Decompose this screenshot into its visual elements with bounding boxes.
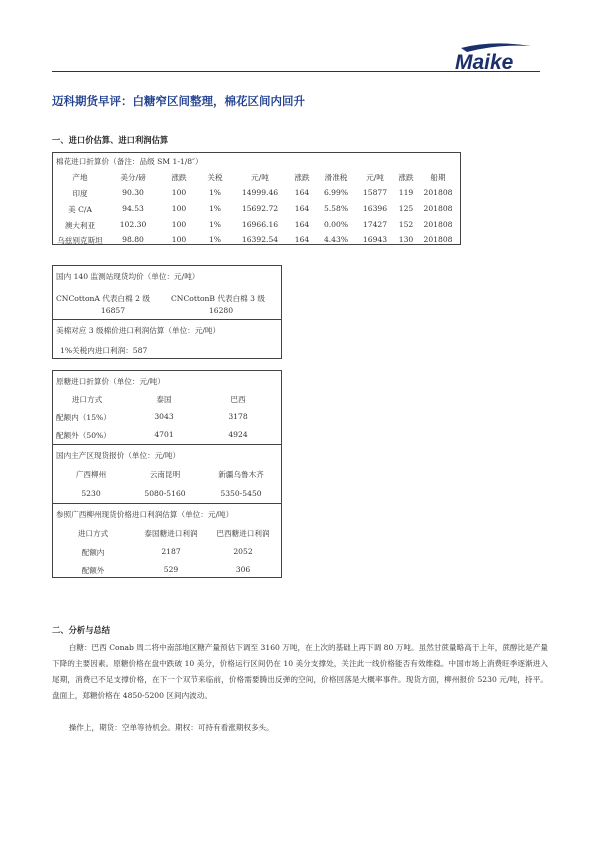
cotton-a-value: 16857	[100, 306, 126, 315]
table-cell: 14999.46	[241, 188, 279, 197]
table-title: 国内主产区现货报价（单位：元/吨）	[56, 451, 181, 460]
table-header: 云南昆明	[149, 470, 181, 479]
divider	[53, 503, 281, 504]
divider	[53, 444, 281, 445]
table-cell: 1%	[208, 235, 222, 244]
table-cell: 16392.54	[241, 235, 279, 244]
table-cell: 5350-5450	[220, 489, 262, 498]
section-heading-import: 一、进口价估算、进口利润估算	[52, 135, 169, 145]
table-header: 元/吨	[366, 173, 384, 182]
table-cell: 15692.72	[241, 204, 279, 213]
table-cell: 澳大利亚	[64, 221, 96, 230]
table-cell: 125	[398, 204, 414, 213]
table-cell: 配额内（15%）	[56, 413, 111, 422]
table-title: 参照广西柳州现货价格进口利润估算（单位：元/吨）	[56, 510, 234, 519]
table-cell: 6.99%	[323, 188, 349, 197]
table-cell: 美 C/A	[68, 205, 92, 214]
table-cell: 94.53	[122, 204, 144, 213]
table-title: 原糖进口折算价（单位：元/吨）	[56, 377, 165, 386]
table-cell: 130	[398, 235, 414, 244]
table-cell: 配额外	[81, 566, 105, 575]
table-cell: 配额外（50%）	[56, 431, 111, 440]
table-cell: 乌兹别克斯坦	[57, 236, 103, 245]
table-header: 广西柳州	[75, 470, 107, 479]
table-cell: 164	[294, 235, 310, 244]
table-cell: 4.43%	[323, 235, 349, 244]
profit-title: 美棉对应 3 级棉价进口利润估算（单位：元/吨）	[56, 326, 221, 335]
logo-text: Maike	[455, 51, 514, 74]
table-cell: 98.80	[122, 235, 144, 244]
table-cell: 16943	[362, 235, 388, 244]
table-cell: 1%	[208, 220, 222, 229]
header-rule	[52, 71, 540, 72]
table-cell: 5230	[81, 489, 101, 498]
table-header: 涨跌	[171, 173, 187, 182]
section-heading-analysis: 二、分析与总结	[52, 625, 111, 635]
table-header: 关税	[207, 173, 223, 182]
table-cell: 100	[171, 204, 187, 213]
table-cell: 90.30	[122, 188, 144, 197]
domestic-cotton-box	[52, 265, 282, 359]
table-cell: 5080-5160	[144, 489, 186, 498]
cotton-import-table	[52, 152, 461, 245]
table-cell: 15877	[362, 188, 388, 197]
table-cell: 201808	[423, 220, 453, 229]
table-cell: 2052	[233, 547, 253, 556]
operation-paragraph: 操作上，期货：空单等待机会。期权：可持有看涨期权多头。	[68, 723, 274, 732]
sugar-box	[52, 370, 282, 578]
table-cell: 17427	[362, 220, 388, 229]
page-title: 迈科期货早评：白糖窄区间整理，棉花区间内回升	[52, 94, 305, 108]
table-cell: 印度	[72, 189, 88, 198]
table-cell: 配额内	[81, 548, 105, 557]
table-cell: 0.00%	[323, 220, 349, 229]
profit-line: 1%关税内进口利润：587	[60, 346, 148, 355]
table-header: 产地	[72, 173, 88, 182]
table-cell: 100	[171, 188, 187, 197]
table-cell: 1%	[208, 188, 222, 197]
table-cell: 529	[163, 565, 179, 574]
table-cell: 100	[171, 235, 187, 244]
cotton-b-value: 16280	[208, 306, 234, 315]
table-header: 巴西	[230, 395, 246, 404]
table-header: 美分/磅	[120, 173, 146, 182]
table-cell: 3178	[228, 412, 248, 421]
table-cell: 16966.16	[241, 220, 279, 229]
table-cell: 164	[294, 188, 310, 197]
table-cell: 119	[398, 188, 414, 197]
table-header: 泰国	[156, 395, 172, 404]
table-cell: 152	[398, 220, 414, 229]
table-header: 涨跌	[294, 173, 310, 182]
table-header: 巴西糖进口利润	[216, 529, 270, 538]
table-header: 进口方式	[71, 395, 103, 404]
table-title: 国内 140 监测站现货均价（单位：元/吨）	[56, 272, 200, 281]
maike-logo	[453, 42, 535, 74]
analysis-paragraph: 白糖：巴西 Conab 周二将中南部地区糖产量预估下调至 3160 万吨，在上次的基础上再下调 80 万吨。虽然甘蔗量略高于上年，蔗醇比是产量下降的主要因素。原糖价格在盘中跌破 10 美分，价格运行区间仍在 10 美分支撑处，关注此一线价格能否有效维稳。中国市场上消费旺季逐渐进入尾期，消费已不足支撑价格，在下一个双节来临前，价格需要腾出反弹的空间，价格回落是大概率事件。现货方面，柳州报价 5230 元/吨，持平。盘面上，郑糖价格在 4850-5200 区间内波动。	[52, 643, 548, 700]
divider	[53, 319, 281, 320]
table-header: 滑准税	[324, 173, 348, 182]
table-cell: 201808	[423, 235, 453, 244]
table-cell: 102.30	[119, 220, 147, 229]
table-cell: 201808	[423, 204, 453, 213]
table-header: 进口方式	[77, 529, 109, 538]
table-header: 涨跌	[398, 173, 414, 182]
table-header: 新疆乌鲁木齐	[218, 470, 264, 479]
table-cell: 164	[294, 220, 310, 229]
cotton-a-label: CNCottonA 代表白棉 2 级	[56, 294, 150, 303]
table-header: 元/吨	[251, 173, 269, 182]
table-cell: 100	[171, 220, 187, 229]
table-cell: 1%	[208, 204, 222, 213]
table-cell: 4924	[228, 430, 248, 439]
table-header: 船期	[430, 173, 446, 182]
table-cell: 16396	[362, 204, 388, 213]
table-cell: 5.58%	[323, 204, 349, 213]
cotton-b-label: CNCottonB 代表白棉 3 级	[171, 294, 266, 303]
table-cell: 4701	[154, 430, 174, 439]
table-cell: 201808	[423, 188, 453, 197]
table-cell: 3043	[154, 412, 174, 421]
table-header: 泰国糖进口利润	[144, 529, 198, 538]
table-cell: 2187	[161, 547, 181, 556]
table-cell: 306	[235, 565, 251, 574]
table-cell: 164	[294, 204, 310, 213]
table-title: 棉花进口折算价（备注：品级 SM 1-1/8″）	[56, 157, 203, 166]
